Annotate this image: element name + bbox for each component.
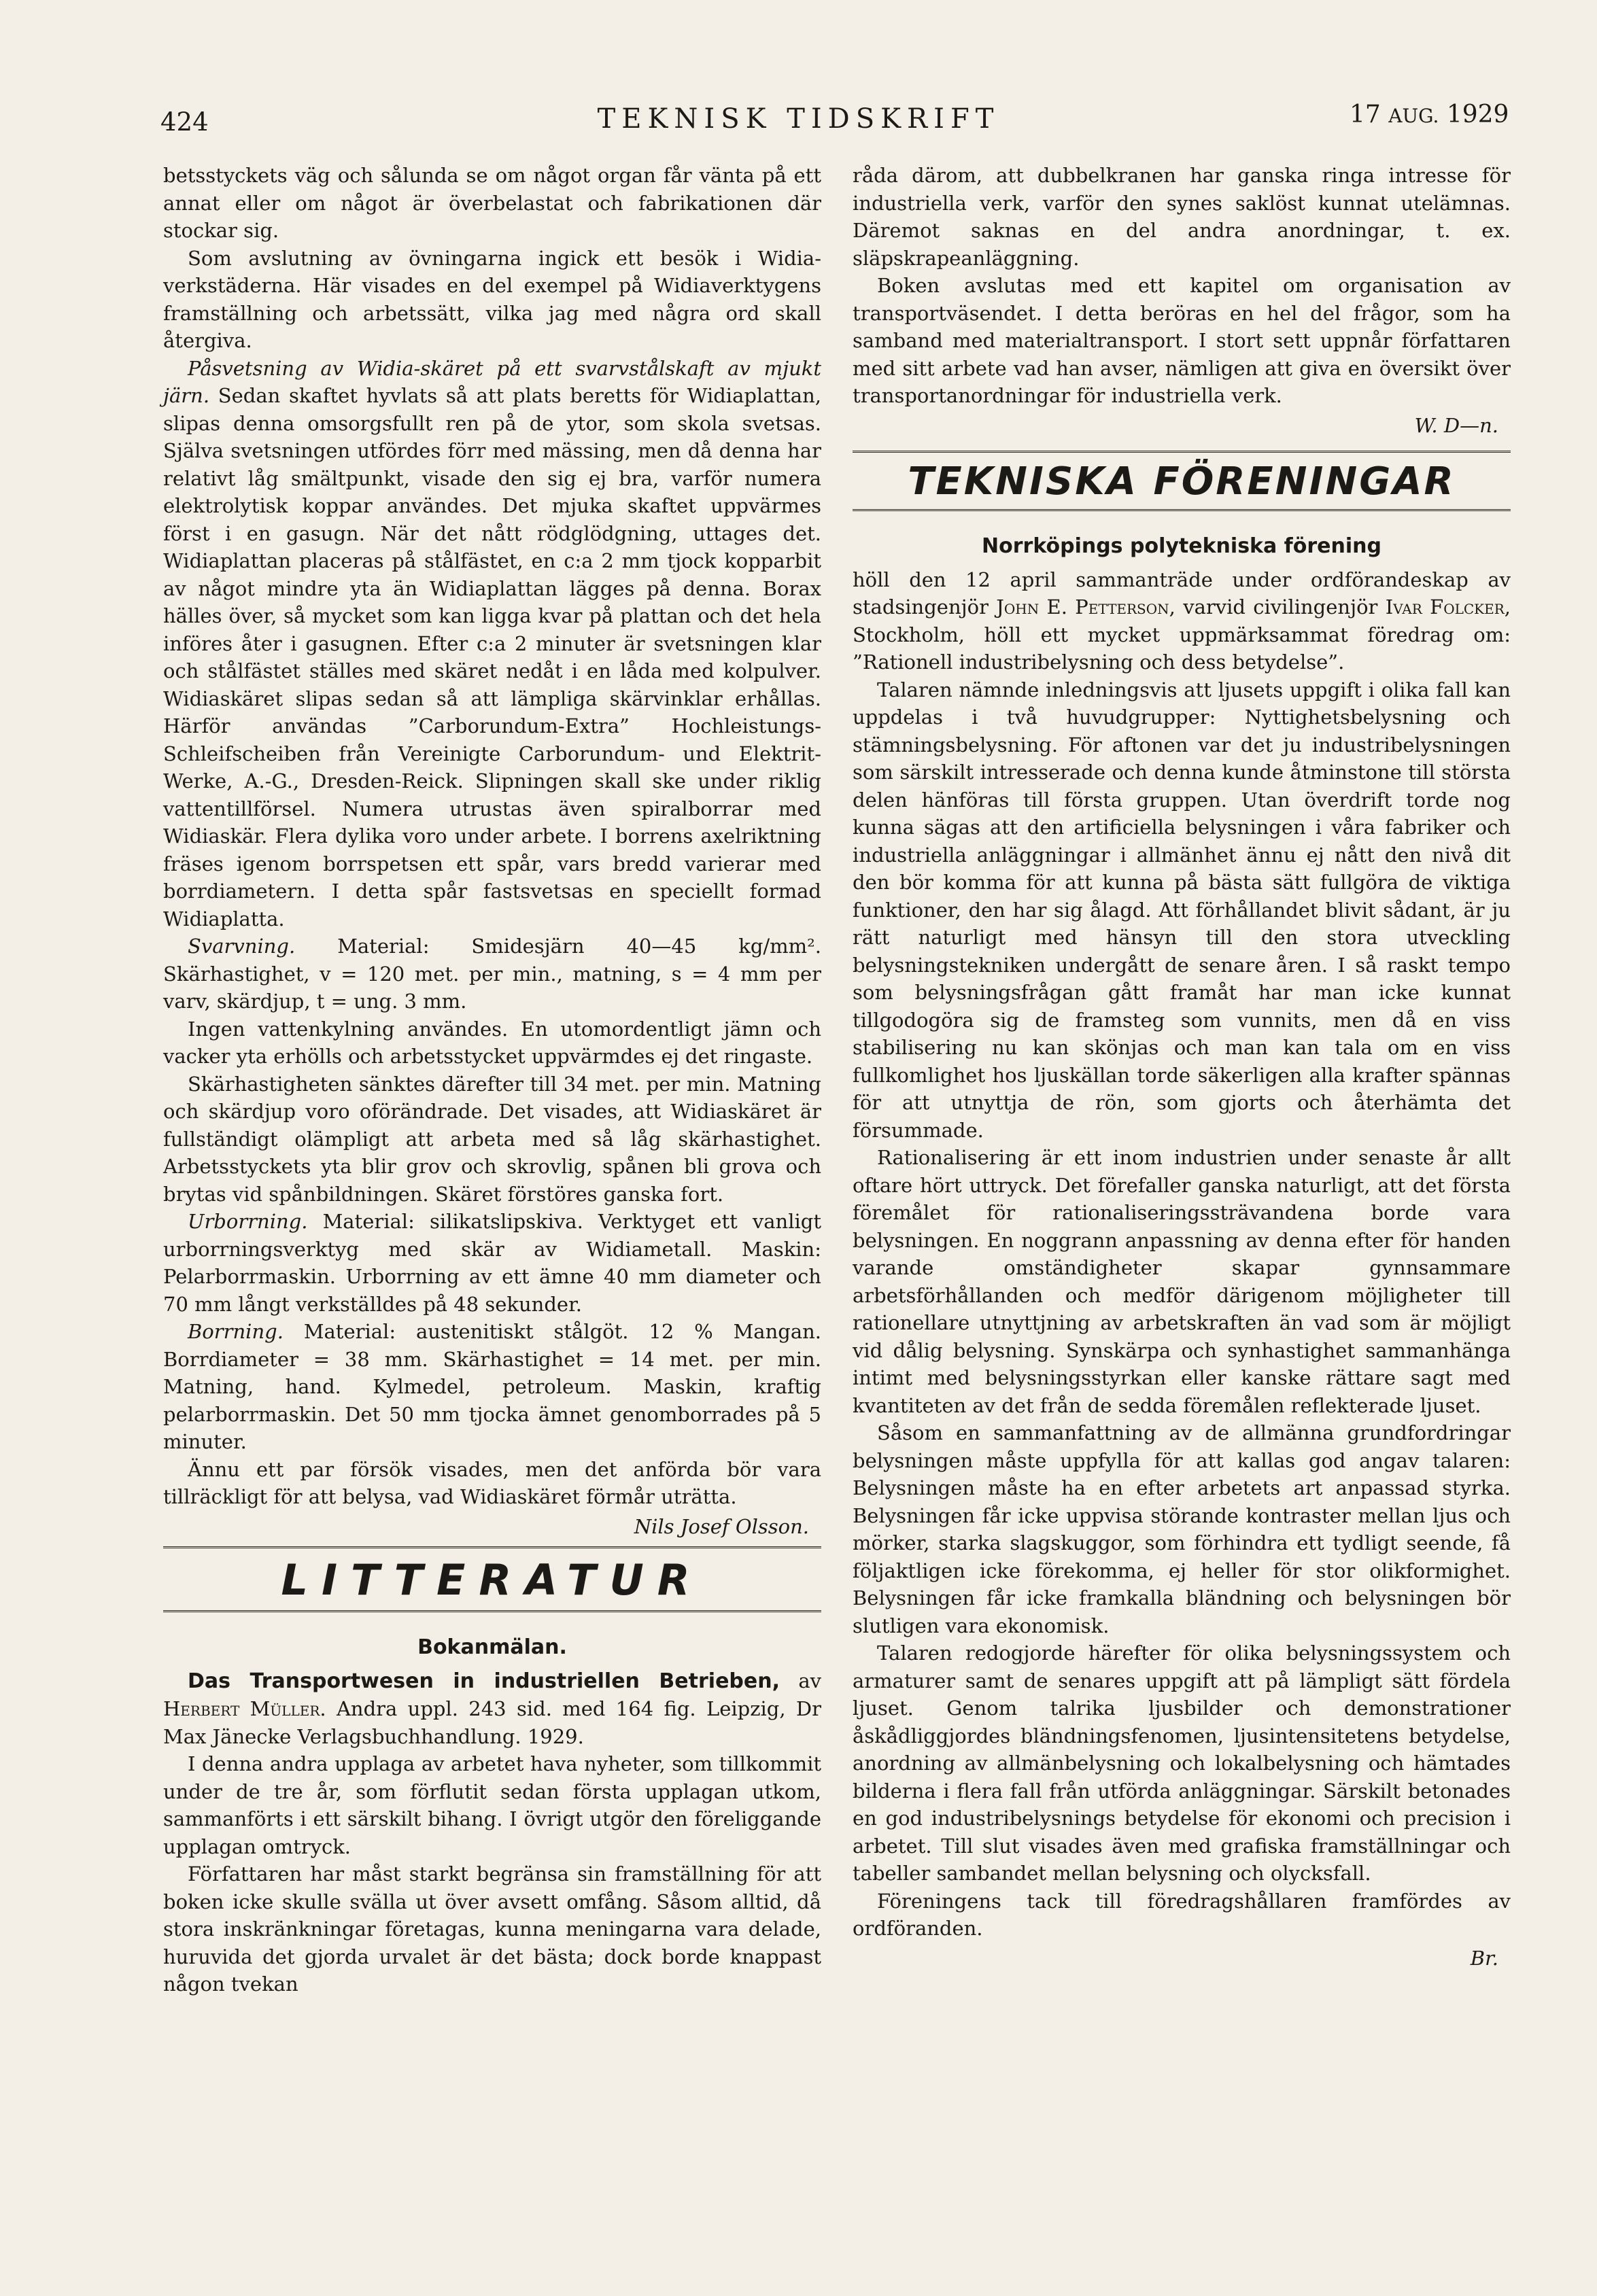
journal-title: TEKNISK TIDSKRIFT — [597, 103, 1000, 135]
litteratur-heading — [163, 1546, 821, 1612]
foreningar-heading — [853, 451, 1511, 511]
paragraph-label: Borrning. — [188, 1320, 284, 1343]
paragraph-body: Stockholm, höll ett mycket uppmärksammat föredrag om: ”Rationell industribelysning och dess betydelse”. — [853, 623, 1511, 674]
article-widia — [163, 162, 821, 1511]
date-day: 17 — [1350, 101, 1381, 128]
paragraph: Talaren nämnde inledningsvis att ljusets uppgift i olika fall kan uppdelas i två huvudgrupper: Nyttighetsbelysning och stämningsbelysning. För aftonen var det ju industribelysningen som särskilt intresserade och denna kunde åtminstone till största delen hänföras till första gruppen. Utan överdrift torde nog kunna sägas att den artificiella belysningen i våra fabriker och industriella anläggningar i allmänhet ännu ej nått den nivå dit den bör komma för att kunna på bästa sätt fullgöra de viktiga funktioner, den har sig ålagd. Att förhållandet blivit sådant, är ju rätt naturligt med hänsyn till den stora utveckling belysningstekniken undergått de senare åren. I så raskt tempo som belysningsfrågan gått framåt har man icke kunnat tillgodogöra sig de framsteg som vunnits, men då en viss stabilisering nu kan skönjas och man kan tala om en viss fullkomlighet hos ljuskällan torde säkerligen alla krafter spännas för att utnyttja de rön, som gjorts och återhämta det försummade. — [853, 678, 1511, 1142]
page-number: 424 — [160, 107, 209, 137]
paragraph-label: Svarvning. — [188, 935, 296, 958]
divider — [853, 509, 1511, 511]
paragraph: Författaren har måst starkt begränsa sin framställning för att boken icke skulle svälla ut över avsett omfång. Såsom alltid, då stora inskränkningar företagas, kunna meningarna vara delade, huruvida det gjorda urvalet är det bästa; dock borde knappast någon tvekan — [163, 1862, 821, 1996]
section-title: LITTERATUR — [281, 1554, 704, 1605]
book-title: Das Transportwesen in industriellen Betrieben, — [188, 1669, 780, 1693]
date-year: 1929 — [1446, 101, 1509, 128]
person-name: John E. Petterson, — [996, 595, 1175, 619]
left-column — [163, 162, 821, 1998]
signature: W. D—n. — [1414, 413, 1498, 437]
section-subheading: Bokanmälan. — [417, 1635, 567, 1659]
paragraph: Föreningens tack till föredragshållaren framfördes av ordföranden. — [853, 1889, 1511, 1940]
paragraph: Ännu ett par försök visades, men det anförda bör vara tillräckligt för att belysa, vad Widiaskäret förmår uträtta. — [163, 1457, 821, 1508]
book-details: Andra uppl. 243 sid. med 164 fig. Leipzig, Dr Max Jänecke Verlagsbuchhandlung. 1929. — [163, 1697, 822, 1748]
date-month: AUG. — [1388, 105, 1439, 127]
paragraph-label: Urborrning. — [188, 1210, 308, 1233]
paragraph: betsstyckets väg och sålunda se om något organ får vänta på ett annat eller om något är överbelastat och fabrikationen där stockar sig. — [163, 164, 821, 242]
paragraph — [163, 1318, 821, 1456]
paragraph: Talaren redogjorde härefter för olika belysningssystem och armaturer samt de senares uppgift att på lämpligt sätt fördela ljuset. Genom talrika ljusbilder och demonstrationer åskådliggjordes bländningsfenomen, ljusintensitetens betydelse, anordning av allmänbelysning och lokalbelysning och hämtades bilderna i flera fall från utförda anläggningar. Särskilt betonades en god industribelysnings betydelse för ekonomi och precision i arbetet. Till slut visades även med grafiska framställningar och tabeller sambandet mellan belysning och olycksfall. — [853, 1641, 1511, 1885]
book-review-continued — [853, 162, 1511, 410]
paragraph — [163, 933, 821, 1015]
section-title: TEKNISKA FÖRENINGAR — [908, 459, 1456, 504]
paragraph-body: Material: Smidesjärn 40—45 kg/mm². Skärhastighet, v = 120 met. per min., matning, s = 4 mm per varv, skärdjup, t = ung. 3 mm. — [163, 935, 821, 1013]
paragraph-body: Material: silikatslipskiva. Verktyget ett vanligt urborrningsverktyg med skär av Widiametall. Maskin: Pelarborrmaskin. Urborrning av ett ämne 40 mm diameter och 70 mm långt verkställdes på 48 sekunder. — [163, 1210, 821, 1316]
paragraph-body: Sedan skaftet hyvlats så att plats beretts för Widiaplattan, slipas denna omsorgsfullt ren på de ytor, som skola svetsas. Själva svetsningen utfördes förr med mässing, men då denna har relativt låg smältpunkt, visade den sig ej bra, varför numera elektrolytisk koppar användes. Det mjuka skaftet uppvärmes först i en gasugn. När det nått rödglödgning, uttages det. Widiaplattan placeras på stålfästet, en c:a 2 mm tjock kopparbit av något mindre yta än Widiaplattan lägges på denna. Borax hälles över, så mycket som kan ligga kvar på plattan och det hela införes åter i gasugnen. Efter c:a 2 minuter är svetsningen klar och stålfästet ställes med skäret nedåt i en låda med kolpulver. Widiaskäret slipas sedan så att lämpliga skärvinklar erhållas. Härför användas ”Carborundum-Extra” Hochleistungs-Schleifscheiben från Vereinigte Carborundum- und Elektrit-Werke, A.-G., Dresden-Reick. Slipningen skall ske under riklig vattentillförsel. Numera utrustas även spiralborrar med Widiaskär. Flera dylika voro under arbete. I borrens axelriktning fräses igenom borrspetsen ett spår, vars bredd varierar med borrdiametern. I detta spår fastsvetsas en speciellt formad Widiaplatta. — [163, 384, 821, 930]
paragraph — [853, 566, 1511, 676]
paragraph-body: höll den 12 april sammanträde under ordförandeskap av stadsingenjör — [853, 568, 1511, 619]
paragraph: Boken avslutas med ett kapitel om organisation av transportväsendet. I detta beröras en hel del frågor, som ha samband med materialtransport. I stort sett uppnår författaren med sitt arbete vad han avser, nämligen att giva en översikt över transportanordningar för industriella verk. — [853, 274, 1511, 407]
section-subheading: Norrköpings polytekniska förening — [982, 534, 1381, 558]
divider — [163, 1610, 821, 1612]
book-review — [163, 1667, 821, 1998]
paragraph-label: Påsvetsning av Widia-skäret på ett svarvstålskaft av mjukt järn. — [163, 356, 821, 407]
page-date — [1350, 101, 1509, 128]
paragraph: Som avslutning av övningarna ingick ett besök i Widia-verkstäderna. Här visades en del exempel på Widiaverktygens framställning och arbetssätt, vilka jag med några ord skall återgiva. — [163, 246, 821, 352]
article-norrkoping — [853, 566, 1511, 1943]
signature: Br. — [1470, 1946, 1498, 1970]
paragraph — [163, 1208, 821, 1318]
book-citation — [163, 1667, 821, 1751]
paragraph — [163, 355, 821, 933]
paragraph-body: varvid civilingenjör — [1183, 595, 1378, 619]
paragraph: I denna andra upplaga av arbetet hava nyheter, som tillkommit under de tre år, som förflutit sedan första upplagan utkom, sammanförts i ett särskilt bihang. I övrigt utgör den föreliggande upplagan omtryck. — [163, 1752, 821, 1858]
signature: Nils Josef Olsson. — [634, 1514, 809, 1538]
paragraph: Rationalisering är ett inom industrien under senaste år allt oftare hört uttryck. Det förefaller ganska naturligt, att det första föremålet för rationaliseringssträvandena borde vara belysningen. En noggrann anpassning av denna efter för handen varande omständigheter skapar gynnsammare arbetsförhållanden och medför därigenom möjligheter till rationellare utnyttjning av arbetskraften än vad som är möjligt vid dålig belysning. Synskärpa och synhastighet sammanhänga intimt med belysningsstyrkan eller kanske rättare sagt med kvantiteten av det från de sedda föremålen reflekterade ljuset. — [853, 1146, 1511, 1417]
right-column — [853, 162, 1511, 1970]
paragraph: Skärhastigheten sänktes därefter till 34 met. per min. Matning och skärdjup voro oförändrade. Det visades, att Widiaskäret är fullständigt olämpligt att arbeta med så låg skärhastighet. Arbetsstyckets yta blir grov och skrovlig, spånen bli grova och brytas vid spånbildningen. Skäret förstöres ganska fort. — [163, 1072, 821, 1206]
paragraph-body: Material: austenitiskt stålgöt. 12 % Mangan. Borrdiameter = 38 mm. Skärhastighet = 14 met. per min. Matning, hand. Kylmedel, petroleum. Maskin, kraftig pelarborrmaskin. Det 50 mm tjocka ämnet genomborrades på 5 minuter. — [163, 1320, 822, 1453]
paragraph: Såsom en sammanfattning av de allmänna grundfordringar belysningen måste uppfylla för att kallas god angav talaren: Belysningen måste ha en efter arbetets art anpassad styrka. Belysningen får icke uppvisa störande kontraster mellan ljus och mörker, starka slagskuggor, som förhindra ett tydligt seende, få följaktligen icke förekomma, ej heller för stor olikformighet. Belysningen får icke framkalla bländning och belysningen bör slutligen vara ekonomisk. — [853, 1421, 1511, 1637]
person-name: Ivar Folcker, — [1385, 595, 1511, 619]
book-by: av — [798, 1669, 822, 1692]
paragraph: råda därom, att dubbelkranen har ganska ringa intresse för industriella verk, varför den synes saklöst kunnat utelämnas. Däremot saknas en del andra anordningar, t. ex. släpskrapeanläggning. — [853, 164, 1511, 270]
paragraph: Ingen vattenkylning användes. En utomordentligt jämn och vacker yta erhölls och arbetsstycket uppvärmdes ej det ringaste. — [163, 1017, 821, 1068]
book-author: Herbert Müller. — [163, 1697, 326, 1720]
